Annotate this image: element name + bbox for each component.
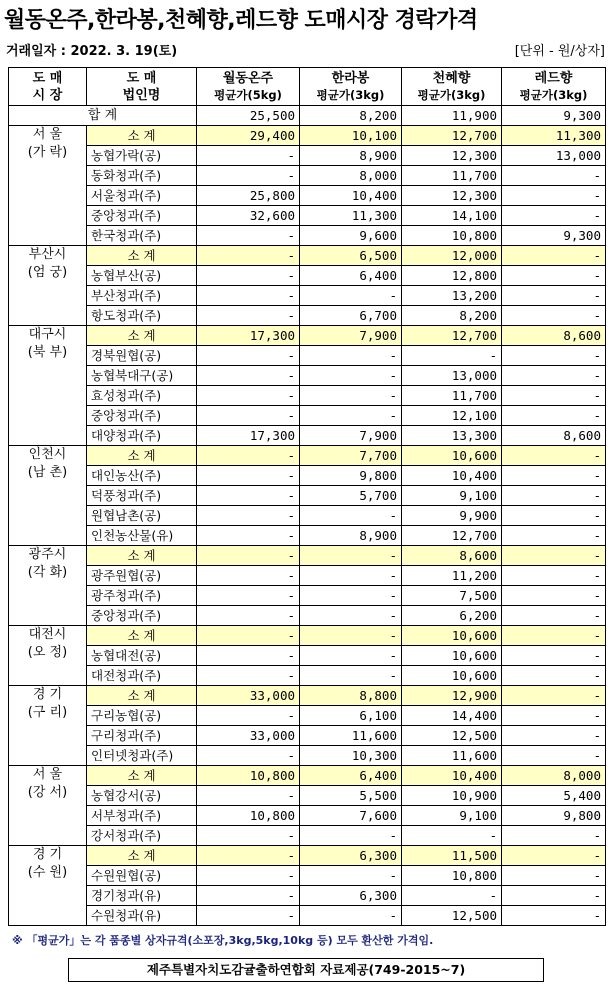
- company-name: 광주청과(주): [87, 586, 197, 606]
- price-cell: -: [300, 366, 402, 386]
- market-district: (수 원): [27, 865, 68, 880]
- price-cell: -: [197, 546, 300, 566]
- price-cell: 12,700: [402, 526, 502, 546]
- price-cell: 10,800: [197, 806, 300, 826]
- price-cell: -: [300, 286, 402, 306]
- price-cell: -: [197, 466, 300, 486]
- price-cell: 10,800: [197, 766, 300, 786]
- source-box: 제주특별자치도감귤출하연합회 자료제공(749-2015~7): [68, 958, 544, 982]
- header-product-name: 한라봉: [331, 70, 370, 86]
- price-cell: -: [197, 586, 300, 606]
- price-cell: -: [502, 526, 606, 546]
- price-cell: -: [502, 846, 606, 866]
- price-cell: 12,900: [402, 686, 502, 706]
- price-cell: -: [197, 746, 300, 766]
- company-name: 대전청과(주): [87, 666, 197, 686]
- price-cell: -: [502, 586, 606, 606]
- price-cell: -: [300, 606, 402, 626]
- market-name: [9, 126, 87, 246]
- price-cell: 8,000: [502, 766, 606, 786]
- price-cell: 17,300: [197, 326, 300, 346]
- company-name: 동화청과(주): [87, 166, 197, 186]
- price-cell: 12,100: [402, 406, 502, 426]
- market-name: [9, 446, 87, 546]
- price-cell: 10,600: [402, 646, 502, 666]
- price-cell: -: [502, 626, 606, 646]
- price-cell: -: [502, 706, 606, 726]
- header-product-sub: 평균가(3kg): [417, 87, 486, 102]
- company-name: 대인농산(주): [87, 466, 197, 486]
- subtotal-row: [9, 686, 606, 706]
- header-product-4: [502, 68, 606, 106]
- price-cell: 7,900: [300, 326, 402, 346]
- price-cell: 10,400: [402, 466, 502, 486]
- price-cell: -: [197, 866, 300, 886]
- table-row: [9, 726, 606, 746]
- price-cell: -: [502, 886, 606, 906]
- price-cell: -: [197, 366, 300, 386]
- price-cell: -: [197, 906, 300, 926]
- price-cell: 13,200: [402, 286, 502, 306]
- price-cell: -: [197, 526, 300, 546]
- price-cell: 12,500: [402, 906, 502, 926]
- subtotal-label: 소 계: [87, 546, 197, 566]
- price-cell: 11,600: [402, 746, 502, 766]
- company-name: 항도청과(주): [87, 306, 197, 326]
- price-cell: -: [502, 606, 606, 626]
- price-cell: 13,000: [402, 366, 502, 386]
- table-row: [9, 486, 606, 506]
- price-cell: -: [502, 466, 606, 486]
- company-name: 농협강서(공): [87, 786, 197, 806]
- price-cell: 10,300: [300, 746, 402, 766]
- subtotal-row: [9, 626, 606, 646]
- price-cell: -: [197, 566, 300, 586]
- price-cell: -: [197, 846, 300, 866]
- price-cell: 17,300: [197, 426, 300, 446]
- price-cell: 9,800: [502, 806, 606, 826]
- price-cell: -: [197, 246, 300, 266]
- table-row: [9, 466, 606, 486]
- table-row: [9, 286, 606, 306]
- subtotal-row: [9, 326, 606, 346]
- footnote: ※ 「평균가」는 각 품종별 상자규격(소포장,3kg,5kg,10kg 등) 모두 환산한 가격임.: [12, 934, 434, 947]
- table-row: [9, 426, 606, 446]
- price-cell: -: [197, 706, 300, 726]
- company-name: 덕풍청과(주): [87, 486, 197, 506]
- company-name: 수원청과(유): [87, 906, 197, 926]
- price-cell: -: [300, 646, 402, 666]
- price-cell: 8,000: [300, 166, 402, 186]
- header-product-sub: 평균가(3kg): [519, 87, 588, 102]
- price-cell: -: [502, 206, 606, 226]
- company-name: 한국청과(주): [87, 226, 197, 246]
- price-cell: 11,700: [402, 386, 502, 406]
- price-cell: -: [502, 446, 606, 466]
- market-district: (엄 궁): [27, 265, 68, 280]
- price-cell: -: [502, 246, 606, 266]
- price-cell: -: [402, 346, 502, 366]
- table-row: [9, 526, 606, 546]
- price-cell: -: [502, 686, 606, 706]
- price-cell: -: [502, 386, 606, 406]
- subtotal-row: [9, 766, 606, 786]
- price-cell: 9,100: [402, 486, 502, 506]
- price-cell: 25,800: [197, 186, 300, 206]
- table-row: [9, 366, 606, 386]
- header-product-1: [197, 68, 300, 106]
- company-name: 중앙청과(주): [87, 406, 197, 426]
- company-name: 서부청과(주): [87, 806, 197, 826]
- table-row: [9, 746, 606, 766]
- header-product-sub: 평균가(3kg): [316, 87, 385, 102]
- subtotal-label: 소 계: [87, 126, 197, 146]
- price-cell: -: [402, 886, 502, 906]
- company-name: 경기청과(유): [87, 886, 197, 906]
- market-city: 대전시: [28, 627, 67, 642]
- market-name: [9, 326, 87, 446]
- company-name: 부산청과(주): [87, 286, 197, 306]
- price-cell: 10,100: [300, 126, 402, 146]
- table-row: [9, 586, 606, 606]
- price-cell: -: [502, 166, 606, 186]
- table-row: [9, 386, 606, 406]
- price-cell: 6,300: [300, 886, 402, 906]
- total-label: 합 계: [9, 106, 197, 126]
- company-name: 농협북대구(공): [87, 366, 197, 386]
- price-cell: 8,900: [300, 526, 402, 546]
- price-cell: 14,100: [402, 206, 502, 226]
- table-row: [9, 186, 606, 206]
- price-cell: 11,200: [402, 566, 502, 586]
- price-cell: -: [197, 626, 300, 646]
- price-cell: -: [300, 666, 402, 686]
- price-cell: -: [300, 546, 402, 566]
- header-product-sub: 평균가(5kg): [214, 87, 282, 102]
- company-name: 중앙청과(주): [87, 606, 197, 626]
- table-row: [9, 506, 606, 526]
- price-cell: 6,700: [300, 306, 402, 326]
- trade-date: 거래일자 : 2022. 3. 19(토): [6, 44, 178, 59]
- header-market-line1: 도 매: [32, 70, 63, 86]
- price-cell: -: [502, 906, 606, 926]
- price-cell: -: [197, 306, 300, 326]
- price-cell: 6,400: [300, 766, 402, 786]
- subtotal-row: [9, 126, 606, 146]
- subtotal-label: 소 계: [87, 846, 197, 866]
- price-cell: -: [300, 566, 402, 586]
- price-cell: 11,300: [300, 206, 402, 226]
- table-row: [9, 886, 606, 906]
- company-name: 농협대전(공): [87, 646, 197, 666]
- price-cell: 12,500: [402, 726, 502, 746]
- header-product-3: [402, 68, 502, 106]
- price-cell: -: [197, 606, 300, 626]
- subtotal-label: 소 계: [87, 766, 197, 786]
- table-row: [9, 146, 606, 166]
- market-city: 경 기: [32, 847, 63, 862]
- price-cell: 8,900: [300, 146, 402, 166]
- price-cell: 5,500: [300, 786, 402, 806]
- price-cell: -: [300, 506, 402, 526]
- total-value: 25,500: [197, 106, 300, 126]
- price-cell: 9,900: [402, 506, 502, 526]
- company-name: 서울청과(주): [87, 186, 197, 206]
- price-cell: -: [300, 866, 402, 886]
- market-city: 서 울: [32, 127, 63, 142]
- market-district: (각 화): [27, 565, 68, 580]
- price-cell: 10,600: [402, 666, 502, 686]
- price-cell: -: [197, 826, 300, 846]
- price-cell: 7,500: [402, 586, 502, 606]
- market-name: [9, 766, 87, 846]
- price-cell: -: [197, 506, 300, 526]
- table-row: [9, 266, 606, 286]
- subtotal-label: 소 계: [87, 326, 197, 346]
- table-row: [9, 786, 606, 806]
- price-cell: -: [197, 446, 300, 466]
- price-cell: -: [502, 566, 606, 586]
- header-product-name: 레드향: [534, 70, 573, 86]
- header-product-name: 월동온주: [222, 70, 274, 86]
- table-row: [9, 866, 606, 886]
- price-cell: -: [197, 226, 300, 246]
- company-name: 구리농협(공): [87, 706, 197, 726]
- market-district: (오 정): [27, 645, 68, 660]
- price-cell: -: [197, 166, 300, 186]
- company-name: 경북원협(공): [87, 346, 197, 366]
- header-company: [87, 68, 197, 106]
- market-name: [9, 546, 87, 626]
- subtotal-row: [9, 846, 606, 866]
- price-cell: -: [402, 826, 502, 846]
- price-cell: -: [300, 346, 402, 366]
- price-cell: -: [502, 506, 606, 526]
- header-company-line2: 법인명: [122, 87, 161, 103]
- price-cell: 10,800: [402, 866, 502, 886]
- price-cell: 33,000: [197, 686, 300, 706]
- price-cell: -: [197, 286, 300, 306]
- price-cell: -: [300, 406, 402, 426]
- company-name: 수원원협(공): [87, 866, 197, 886]
- price-cell: -: [502, 546, 606, 566]
- company-name: 중앙청과(주): [87, 206, 197, 226]
- price-cell: -: [502, 366, 606, 386]
- header-company-line1: 도 매: [126, 70, 157, 86]
- price-cell: 8,600: [502, 326, 606, 346]
- price-cell: 14,400: [402, 706, 502, 726]
- price-cell: 10,600: [402, 626, 502, 646]
- header-market-line2: 시 장: [32, 87, 63, 103]
- price-cell: 9,100: [402, 806, 502, 826]
- price-cell: 32,600: [197, 206, 300, 226]
- price-cell: 7,700: [300, 446, 402, 466]
- market-city: 부산시: [28, 247, 67, 262]
- price-cell: -: [300, 626, 402, 646]
- company-name: 효성청과(주): [87, 386, 197, 406]
- price-cell: 9,300: [502, 226, 606, 246]
- market-name: [9, 686, 87, 766]
- price-cell: -: [300, 586, 402, 606]
- price-cell: 12,800: [402, 266, 502, 286]
- price-cell: 12,000: [402, 246, 502, 266]
- price-cell: 8,600: [502, 426, 606, 446]
- price-cell: 11,700: [402, 166, 502, 186]
- price-cell: 10,400: [300, 186, 402, 206]
- market-city: 광주시: [28, 547, 67, 562]
- table-row: [9, 606, 606, 626]
- table-row: [9, 706, 606, 726]
- market-city: 경 기: [32, 687, 63, 702]
- price-cell: -: [502, 186, 606, 206]
- price-cell: -: [502, 266, 606, 286]
- price-cell: 8,200: [402, 306, 502, 326]
- header-product-2: [300, 68, 402, 106]
- price-table: [8, 67, 606, 926]
- subtotal-row: [9, 246, 606, 266]
- table-row: [9, 206, 606, 226]
- price-cell: 12,300: [402, 146, 502, 166]
- price-cell: 6,300: [300, 846, 402, 866]
- table-body: [9, 106, 606, 926]
- company-name: 인천농산물(유): [87, 526, 197, 546]
- table-row: [9, 406, 606, 426]
- price-cell: -: [197, 646, 300, 666]
- market-name: [9, 626, 87, 686]
- price-cell: 29,400: [197, 126, 300, 146]
- price-cell: 11,600: [300, 726, 402, 746]
- table-row: [9, 306, 606, 326]
- company-name: 인터넷청과(주): [87, 746, 197, 766]
- price-cell: 7,900: [300, 426, 402, 446]
- price-cell: 9,600: [300, 226, 402, 246]
- price-cell: 13,000: [502, 146, 606, 166]
- header-market: [9, 68, 87, 106]
- market-district: (북 부): [27, 345, 68, 360]
- subtotal-label: 소 계: [87, 246, 197, 266]
- price-cell: 8,600: [402, 546, 502, 566]
- table-row: [9, 646, 606, 666]
- price-cell: 10,600: [402, 446, 502, 466]
- price-cell: -: [502, 286, 606, 306]
- price-cell: 11,500: [402, 846, 502, 866]
- company-name: 농협가락(공): [87, 146, 197, 166]
- price-cell: -: [502, 306, 606, 326]
- price-cell: 10,400: [402, 766, 502, 786]
- price-cell: -: [300, 906, 402, 926]
- table-row: [9, 346, 606, 366]
- price-cell: -: [300, 826, 402, 846]
- subtotal-label: 소 계: [87, 446, 197, 466]
- table-row: [9, 666, 606, 686]
- market-district: (남 촌): [27, 465, 68, 480]
- header-product-name: 천혜향: [432, 70, 471, 86]
- subtotal-label: 소 계: [87, 686, 197, 706]
- price-cell: -: [502, 866, 606, 886]
- table-row: [9, 166, 606, 186]
- price-cell: 11,300: [502, 126, 606, 146]
- price-cell: 8,800: [300, 686, 402, 706]
- company-name: 대양청과(주): [87, 426, 197, 446]
- subtotal-row: [9, 446, 606, 466]
- table-row: [9, 826, 606, 846]
- price-cell: 10,800: [402, 226, 502, 246]
- market-name: [9, 246, 87, 326]
- market-city: 대구시: [28, 327, 67, 342]
- market-district: (강 서): [27, 785, 68, 800]
- price-cell: -: [197, 886, 300, 906]
- price-cell: -: [502, 346, 606, 366]
- company-name: 원협남촌(공): [87, 506, 197, 526]
- price-cell: -: [502, 406, 606, 426]
- company-name: 강서청과(주): [87, 826, 197, 846]
- price-cell: 5,400: [502, 786, 606, 806]
- header-row: [9, 68, 606, 106]
- price-cell: -: [502, 726, 606, 746]
- total-row: [9, 106, 606, 126]
- price-cell: 9,800: [300, 466, 402, 486]
- price-cell: 6,400: [300, 266, 402, 286]
- market-district: (구 리): [27, 705, 68, 720]
- page-title: 월동온주,한라봉,천혜향,레드향 도매시장 경락가격: [4, 8, 478, 33]
- price-cell: 33,000: [197, 726, 300, 746]
- total-value: 11,900: [402, 106, 502, 126]
- price-cell: 12,700: [402, 326, 502, 346]
- price-cell: -: [197, 146, 300, 166]
- price-cell: -: [197, 266, 300, 286]
- price-cell: 12,700: [402, 126, 502, 146]
- price-cell: -: [502, 826, 606, 846]
- price-cell: -: [197, 486, 300, 506]
- price-cell: -: [502, 746, 606, 766]
- price-cell: 6,100: [300, 706, 402, 726]
- price-cell: -: [197, 666, 300, 686]
- price-cell: -: [502, 666, 606, 686]
- price-cell: -: [197, 786, 300, 806]
- price-cell: 12,300: [402, 186, 502, 206]
- company-name: 구리청과(주): [87, 726, 197, 746]
- price-cell: 5,700: [300, 486, 402, 506]
- table-row: [9, 226, 606, 246]
- company-name: 광주원협(공): [87, 566, 197, 586]
- total-value: 8,200: [300, 106, 402, 126]
- table-row: [9, 566, 606, 586]
- unit-label: [단위 - 원/상자]: [514, 44, 605, 59]
- market-city: 서 울: [32, 767, 63, 782]
- total-value: 9,300: [502, 106, 606, 126]
- price-cell: -: [197, 386, 300, 406]
- market-district: (가 락): [27, 145, 68, 160]
- subtotal-row: [9, 546, 606, 566]
- price-cell: 6,200: [402, 606, 502, 626]
- price-cell: -: [197, 406, 300, 426]
- price-cell: -: [502, 646, 606, 666]
- price-cell: 6,500: [300, 246, 402, 266]
- price-cell: 10,900: [402, 786, 502, 806]
- company-name: 농협부산(공): [87, 266, 197, 286]
- price-cell: -: [197, 346, 300, 366]
- table-row: [9, 906, 606, 926]
- table-row: [9, 806, 606, 826]
- price-cell: -: [502, 486, 606, 506]
- market-city: 인천시: [28, 447, 67, 462]
- price-cell: 7,600: [300, 806, 402, 826]
- subtotal-label: 소 계: [87, 626, 197, 646]
- price-cell: 13,300: [402, 426, 502, 446]
- price-cell: -: [300, 386, 402, 406]
- market-name: [9, 846, 87, 926]
